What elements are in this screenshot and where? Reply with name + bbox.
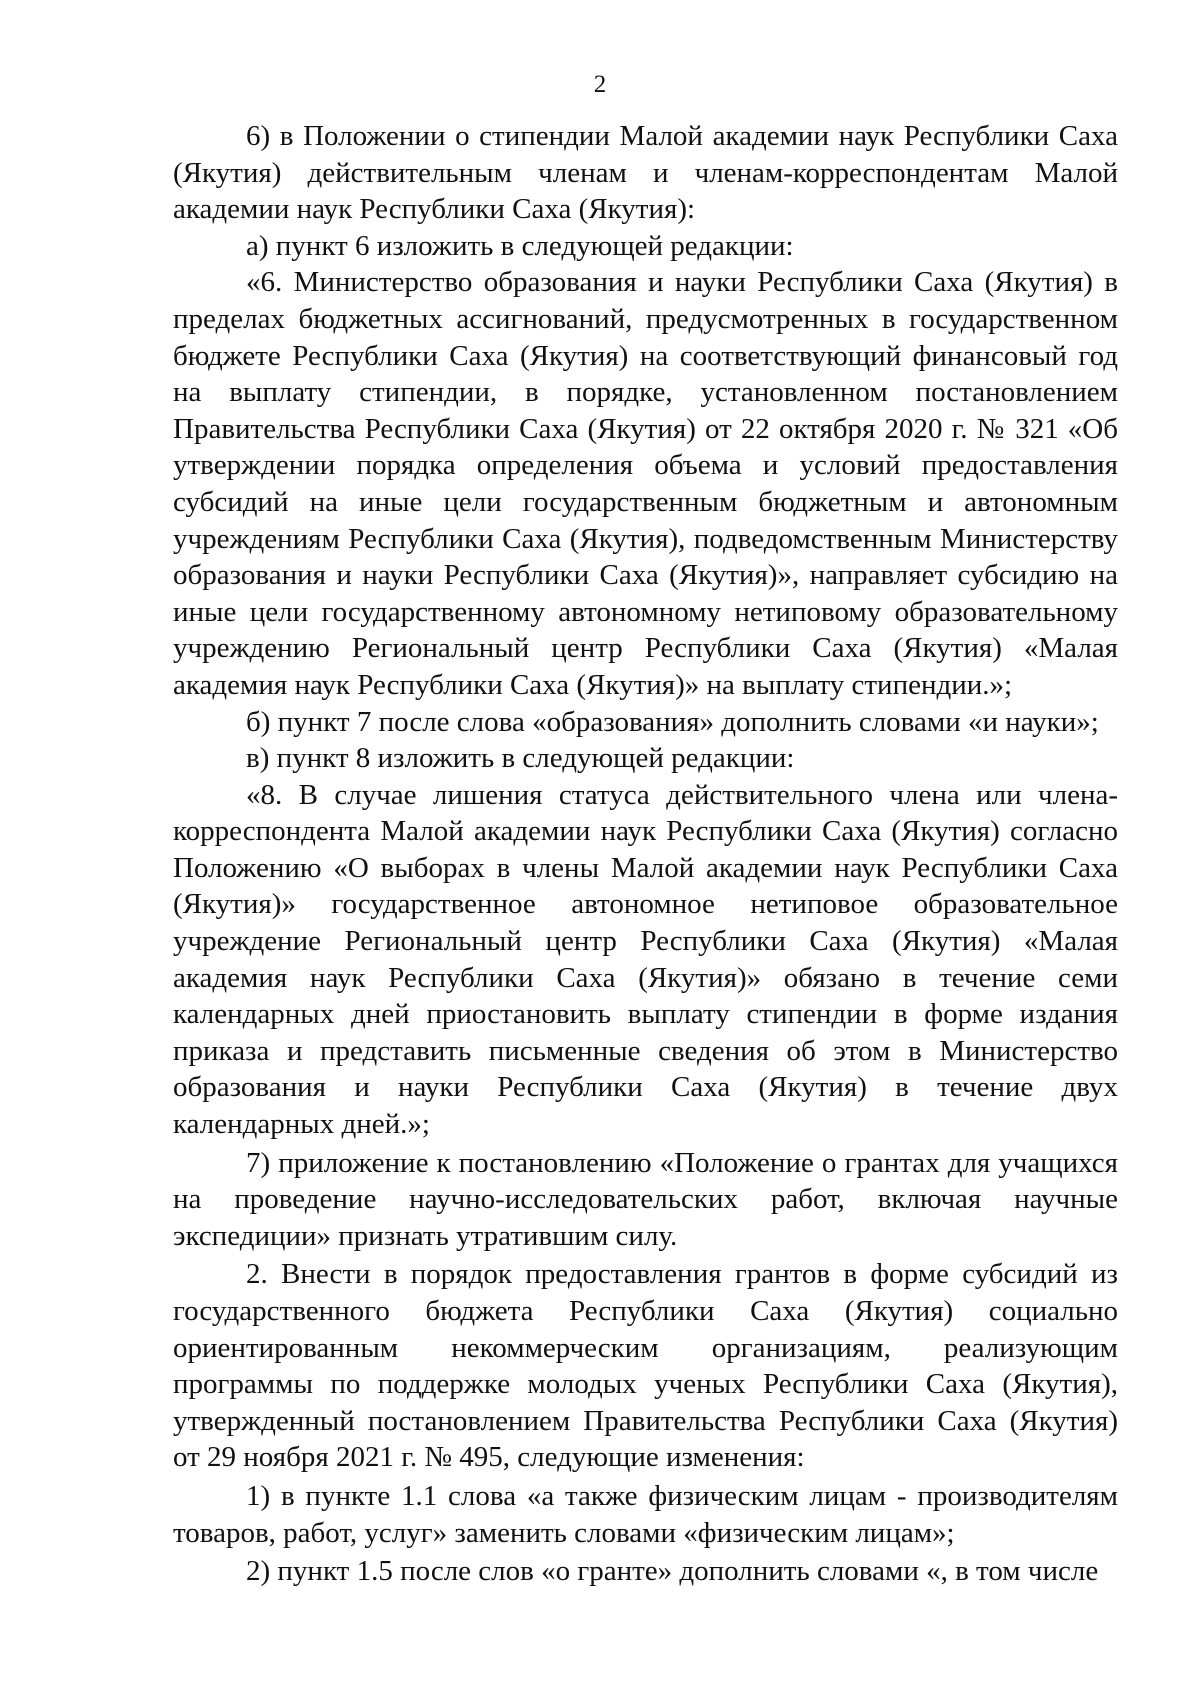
paragraph-2-grant-procedure: 2. Внести в порядок предоставления грантов в форме субсидий из государственного бюджета Республики Саха (Якутия) социально ориентированным некоммерческим организациям, реализующим программы по поддержке молодых ученых Республики Саха (Якутия), утвержденный постановлением Правительства Республики Саха (Якутия) от 29 ноября 2021 г. № 495, следующие изменения: xyxy=(173,1258,1118,1474)
document-body xyxy=(173,118,1118,1590)
paragraph-6-stipend-regulation: 6) в Положении о стипендии Малой академии наук Республики Саха (Якутия) действительным членам и членам-корреспондентам Малой академии наук Республики Саха (Якутия): xyxy=(173,120,1118,226)
paragraph-2-item-1-5: 2) пункт 1.5 после слов «о гранте» дополнить словами «, в том числе xyxy=(246,1555,1099,1588)
paragraph-item-8-text: «8. В случае лишения статуса действительного члена или члена-корреспондента Малой академии наук Республики Саха (Якутия) согласно Положению «О выборах в члены Малой академии наук Республики Саха (Якутия)» государственное автономное нетиповое образовательное учреждение Региональный центр Республики Саха (Якутия) «Малая академия наук Республики Саха (Якутия)» обязано в течение семи календарных дней приостановить выплату стипендии в форме издания приказа и представить письменные сведения об этом в Министерство образования и науки Республики Саха (Якутия) в течение двух календарных дней.»; xyxy=(173,778,1118,1141)
paragraph-b-item-7: б) пункт 7 после слова «образования» дополнить словами «и науки»; xyxy=(246,705,1099,738)
paragraph-a-item-6: а) пункт 6 изложить в следующей редакции: xyxy=(246,229,794,262)
paragraph-1-item-1-1: 1) в пункте 1.1 слова «а также физическим лицам - производителям товаров, работ, услуг» заменить словами «физическим лицам»; xyxy=(173,1479,1118,1549)
page-number: 2 xyxy=(593,71,607,98)
paragraph-v-item-8: в) пункт 8 изложить в следующей редакции: xyxy=(246,742,795,775)
paragraph-7-annex-void: 7) приложение к постановлению «Положение о грантах для учащихся на проведение научно-исследовательских работ, включая научные экспедиции» признать утратившим силу. xyxy=(173,1146,1118,1252)
paragraph-item-6-text: «6. Министерство образования и науки Республики Саха (Якутия) в пределах бюджетных ассигнований, предусмотренных в государственном бюджете Республики Саха (Якутия) на соответствующий финансовый год на выплату стипендии, в порядке, установленном постановлением Правительства Республики Саха (Якутия) от 22 октября 2020 г. № 321 «Об утверждении порядка определения объема и условий предоставления субсидий на иные цели государственным бюджетным и автономным учреждениям Республики Саха (Якутия), подведомственным Министерству образования и науки Республики Саха (Якутия)», направляет субсидию на иные цели государственному автономному нетиповому образовательному учреждению Региональный центр Республики Саха (Якутия) «Малая академия наук Республики Саха (Якутия)» на выплату стипендии.»; xyxy=(173,266,1118,701)
